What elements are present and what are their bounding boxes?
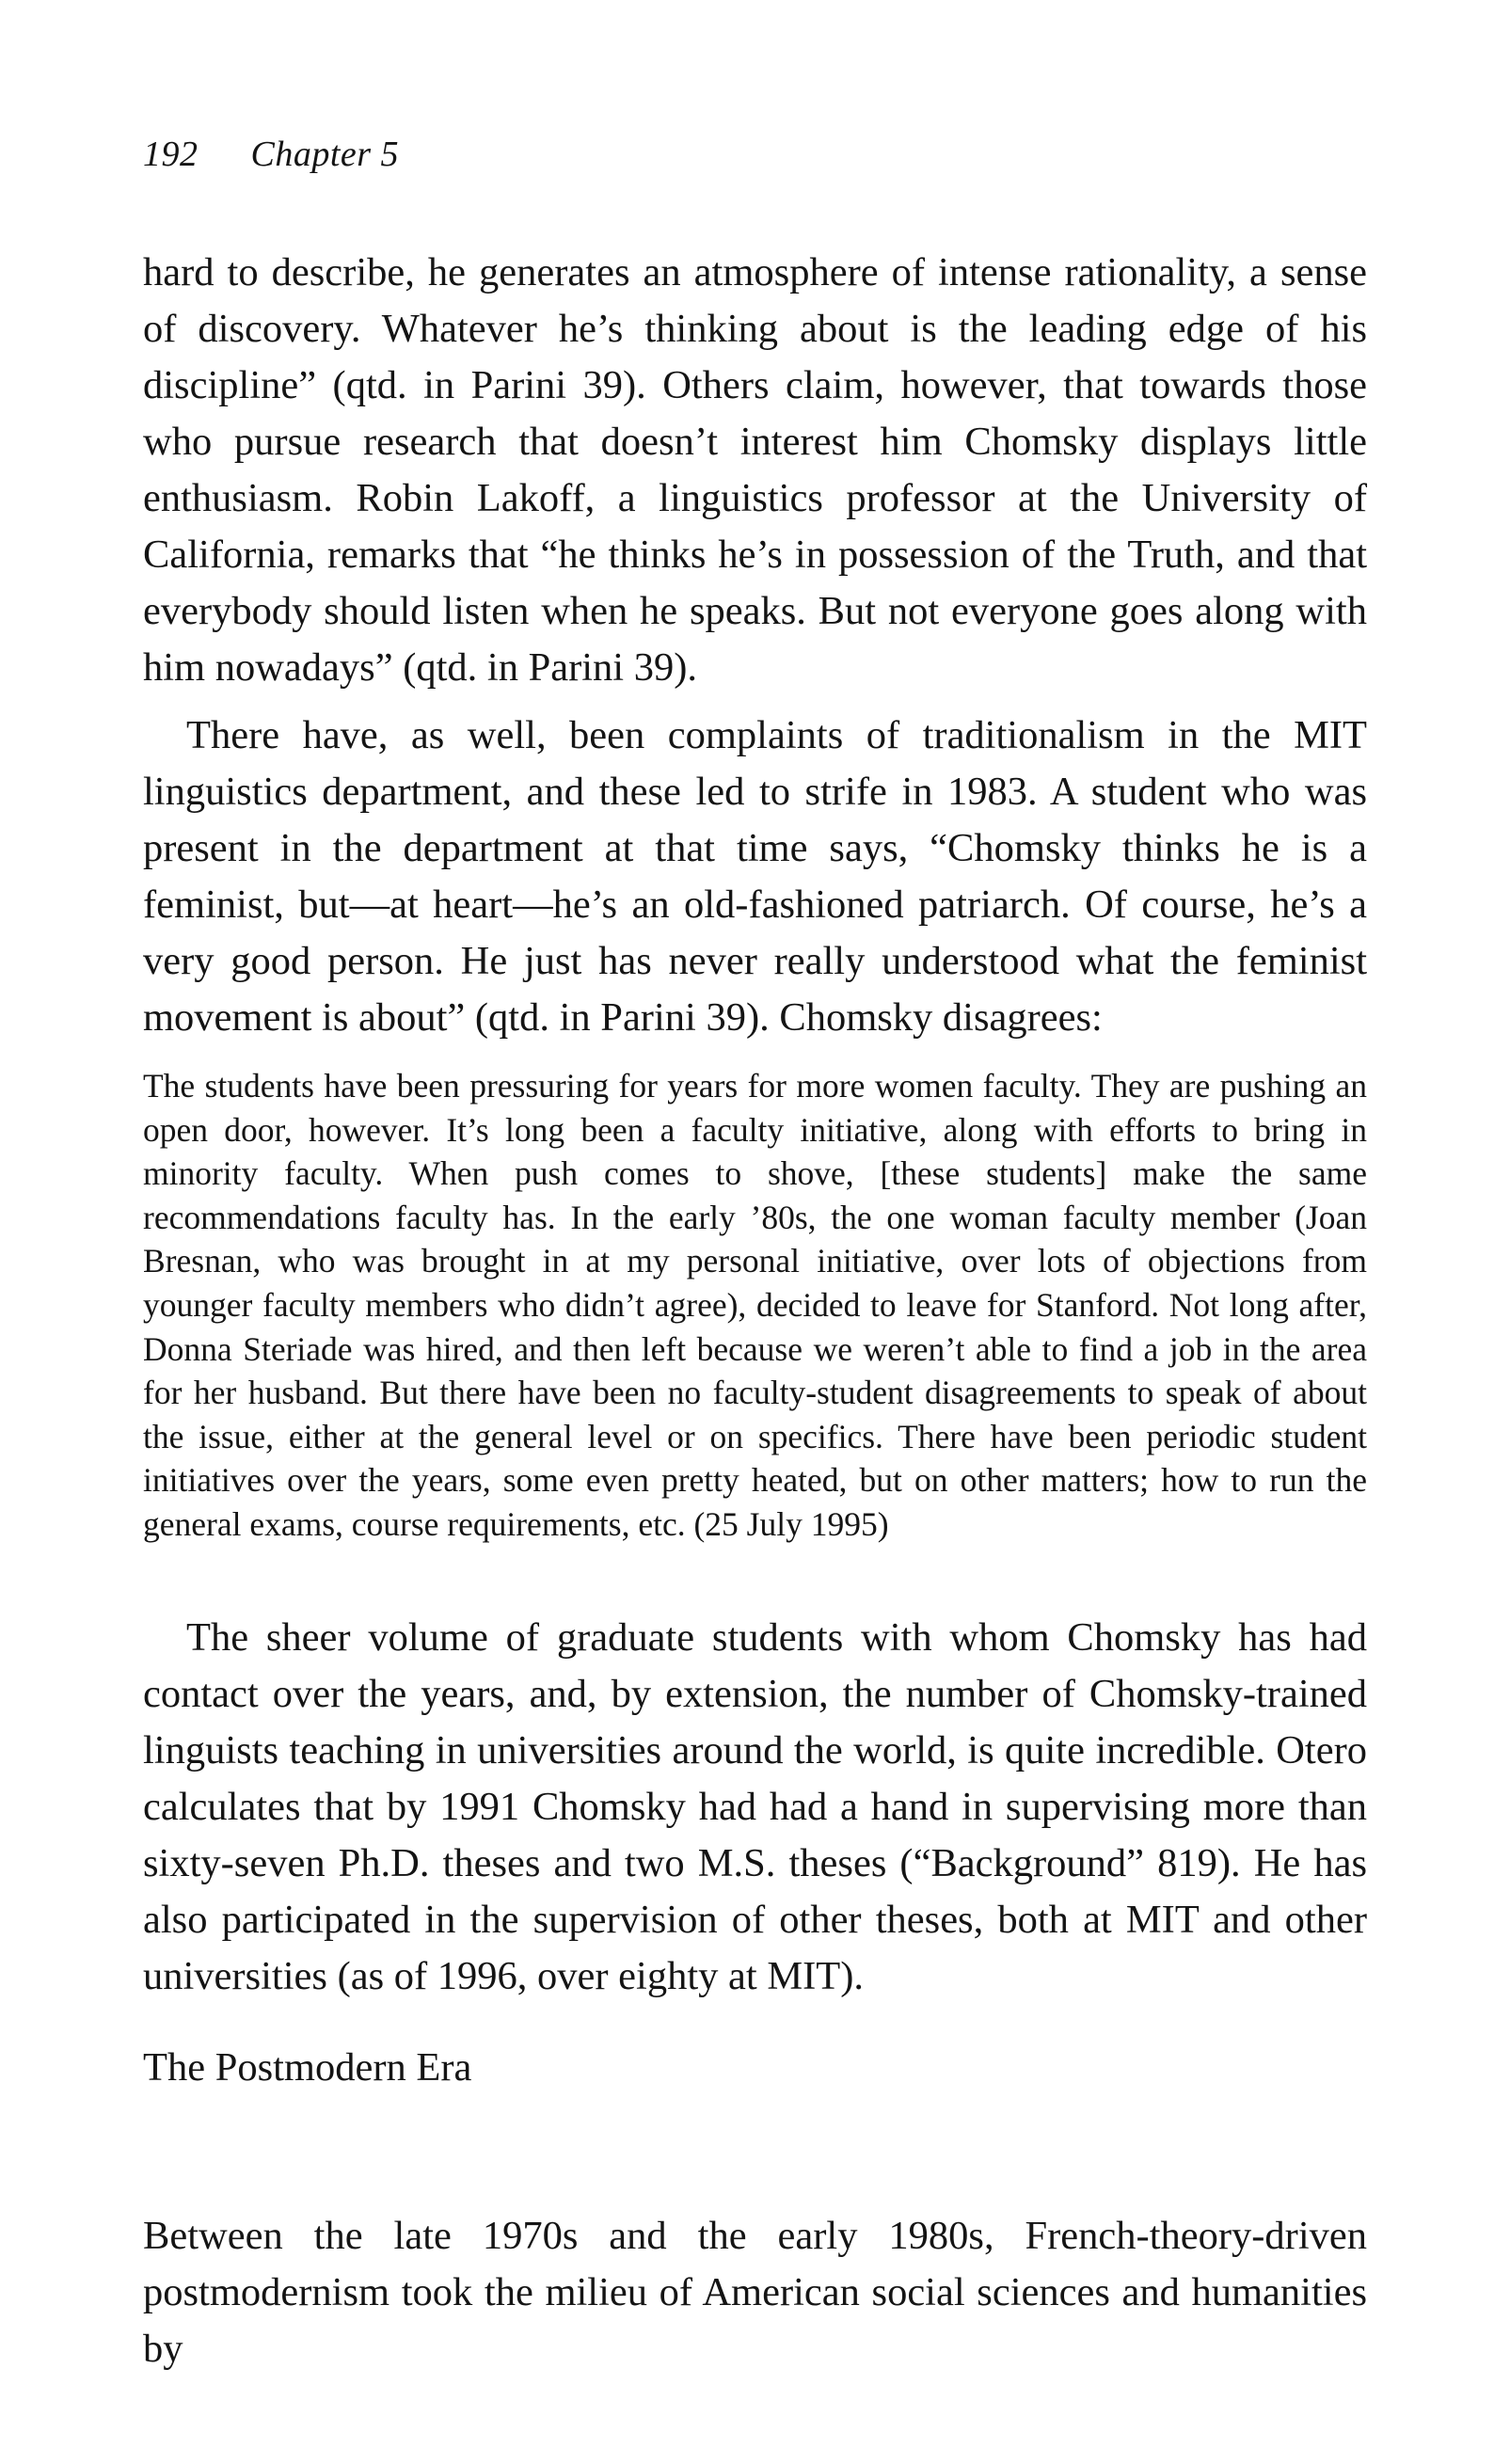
running-head: [143, 134, 399, 175]
chapter-label: Chapter 5: [250, 135, 400, 174]
paragraph-traditionalism: There have, as well, been complaints of traditionalism in the MIT linguistics department, and these led to strife in 1983. A student who was present in the department at that time says, “Chomsky thinks he is a feminist, but—at heart—he’s an old-fashioned patriarch. Of course, he’s a very good person. He just has never really understood what the feminist movement is about” (qtd. in Parini 39). Chomsky disagrees:: [143, 713, 1367, 1040]
page-number: 192: [143, 135, 199, 174]
paragraph-continued: hard to describe, he generates an atmosphere of intense rationality, a sense of discovery. Whatever he’s thinking about is the leading edge of his discipline” (qtd. in Parini 39). Others claim, however, that towards those who pursue research that doesn’t interest him Chomsky displays little enthusiasm. Robin Lakoff, a linguistics professor at the University of California, remarks that “he thinks he’s in possession of the Truth, and that everybody should listen when he speaks. But not everyone goes along with him nowadays” (qtd. in Parini 39).: [143, 250, 1367, 690]
block-quote: The students have been pressuring for years for more women faculty. They are pushing an open door, however. It’s long been a faculty initiative, along with efforts to bring in minority faculty. When push comes to shove, [these students] make the same recommendations faculty has. In the early ’80s, the one woman faculty member (Joan Bresnan, who was brought in at my personal initiative, over lots of objections from younger faculty members who didn’t agree), decided to leave for Stanford. Not long after, Donna Steriade was hired, and then left because we weren’t able to find a job in the area for her husband. But there have been no faculty-student disagreements to speak of about the issue, either at the general level or on specifics. There have been periodic student initiatives over the years, some even pretty heated, but on other matters; how to run the general exams, course requirements, etc. (25 July 1995): [143, 1067, 1367, 1543]
section-heading: The Postmodern Era: [143, 2045, 472, 2090]
paragraph-postmodern: Between the late 1970s and the early 1980s, French-theory-driven postmodernism took the milieu of American social sciences and humanities by: [143, 2214, 1367, 2371]
paragraph-graduate-students: The sheer volume of graduate students with whom Chomsky has had contact over the years, and, by extension, the number of Chomsky-trained linguists teaching in universities around the world, is quite incredible. Otero calculates that by 1991 Chomsky had had a hand in supervising more than sixty-seven Ph.D. theses and two M.S. theses (“Background” 819). He has also participated in the supervision of other theses, both at MIT and other universities (as of 1996, over eighty at MIT).: [143, 1615, 1367, 1998]
